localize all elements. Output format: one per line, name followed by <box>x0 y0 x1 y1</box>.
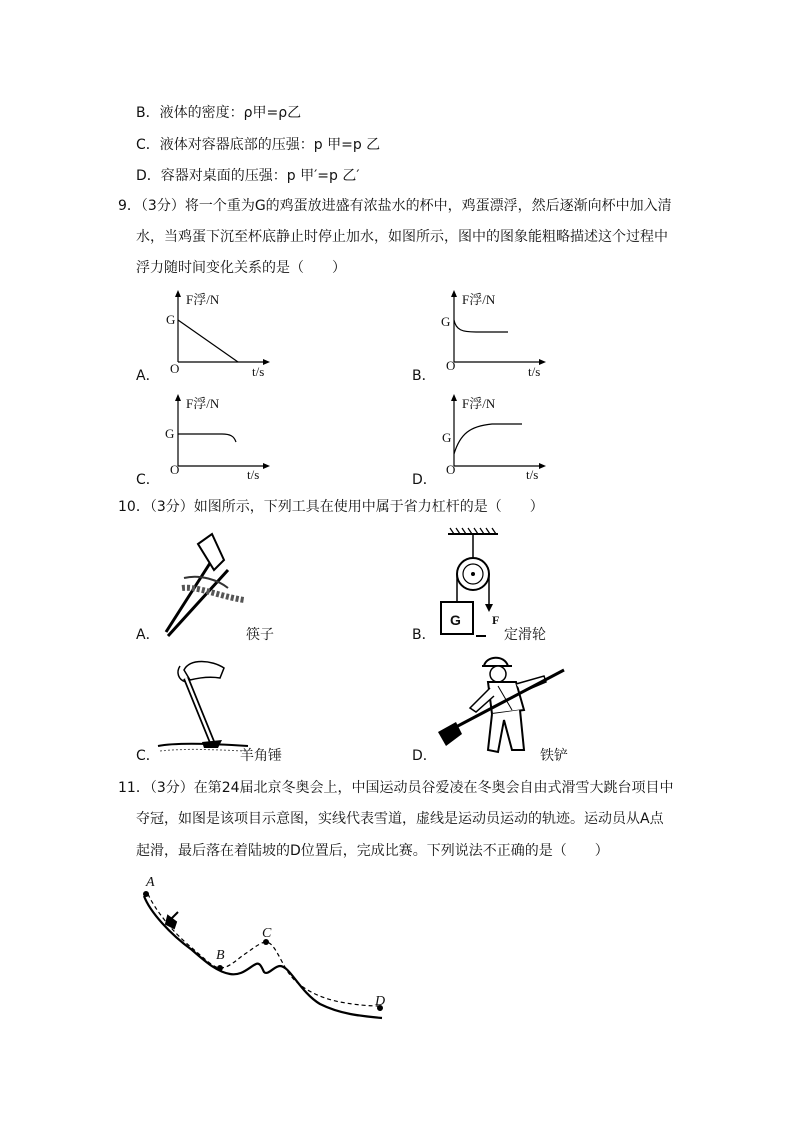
graph-c-xlabel: t/s <box>247 467 260 482</box>
graph-c-origin: O <box>170 462 180 477</box>
chopsticks-image <box>158 530 248 640</box>
graph-a-curve <box>178 320 238 362</box>
point-b-dot <box>217 965 223 971</box>
ski-slope-drawing <box>130 872 390 1032</box>
graph-d-xlabel: t/s <box>526 467 539 482</box>
q11-stem-line3: 起滑，最后落在着陆坡的D位置后，完成比赛。下列说法不正确的是（ ） <box>136 843 609 859</box>
graph-c-ylabel: F浮/N <box>186 396 220 411</box>
point-a-label: A <box>146 875 155 890</box>
option-letter: C． <box>136 472 160 488</box>
graph-c-curve <box>178 434 236 442</box>
pulley-label: 定滑轮 <box>504 627 546 643</box>
trajectory <box>148 894 380 1006</box>
q8-option-c: C．液体对容器底部的压强：p 甲=p 乙 <box>136 137 381 153</box>
point-b-label: B <box>216 948 225 963</box>
graph-b-origin: O <box>446 358 456 373</box>
point-a-dot <box>143 891 149 897</box>
q9-stem-line2: 水，当鸡蛋下沉至杯底静止时停止加水，如图所示，图中的图象能粗略描述这个过程中 <box>136 229 668 245</box>
graph-c-g-label: G <box>165 426 175 441</box>
option-letter: D． <box>412 472 437 488</box>
pulley-force-label: F <box>492 613 500 627</box>
graph-a-xlabel: t/s <box>252 364 265 379</box>
claw-hammer-label: 羊角锤 <box>240 748 282 764</box>
snow-track <box>144 896 382 1018</box>
graph-d-curve <box>454 424 522 454</box>
graph-a-origin: O <box>170 361 180 376</box>
q8-option-b: B．液体的密度：ρ甲=ρ乙 <box>136 105 302 121</box>
graph-a-g-label: G <box>166 312 176 327</box>
q11-stem-line1: 11．（3分）在第24届北京冬奥会上，中国运动员谷爱凌在冬奥会自由式滑雪大跳台项目中 <box>118 780 674 796</box>
q9-stem-line1: 9．（3分）将一个重为G的鸡蛋放进盛有浓盐水的杯中，鸡蛋漂浮，然后逐渐向杯中加入清 <box>118 198 672 214</box>
point-d-label: D <box>375 994 386 1009</box>
q10-stem: 10．（3分）如图所示，下列工具在使用中属于省力杠杆的是（ ） <box>118 499 544 515</box>
graph-b-xlabel: t/s <box>528 364 541 379</box>
graph-b-curve <box>454 320 508 332</box>
skier-icon <box>166 912 178 928</box>
q11-stem-line2: 夺冠，如图是该项目示意图，实线代表雪道，虚线是运动员运动的轨迹。运动员从A点 <box>136 811 664 827</box>
graph-d-origin: O <box>446 462 456 477</box>
graph-d-g-label: G <box>442 430 452 445</box>
option-letter: A． <box>136 368 160 384</box>
chopsticks-label: 筷子 <box>246 627 274 643</box>
shovel-label: 铁铲 <box>540 748 568 764</box>
q9-stem-line3: 浮力随时间变化关系的是（ ） <box>136 260 346 276</box>
option-letter: B． <box>412 368 436 384</box>
option-letter: A． <box>136 627 160 643</box>
option-letter: B． <box>412 627 436 643</box>
option-letter: C． <box>136 748 160 764</box>
option-letter: D． <box>412 748 437 764</box>
point-c-label: C <box>262 926 272 941</box>
claw-hammer-image <box>158 656 248 756</box>
graph-a-ylabel: F浮/N <box>186 292 220 307</box>
graph-b-g-label: G <box>441 314 451 329</box>
graph-b-ylabel: F浮/N <box>462 292 496 307</box>
pulley-weight-label: G <box>450 612 461 628</box>
graph-d-ylabel: F浮/N <box>462 396 496 411</box>
q8-option-d: D．容器对桌面的压强：p 甲′=p 乙′ <box>136 168 360 184</box>
